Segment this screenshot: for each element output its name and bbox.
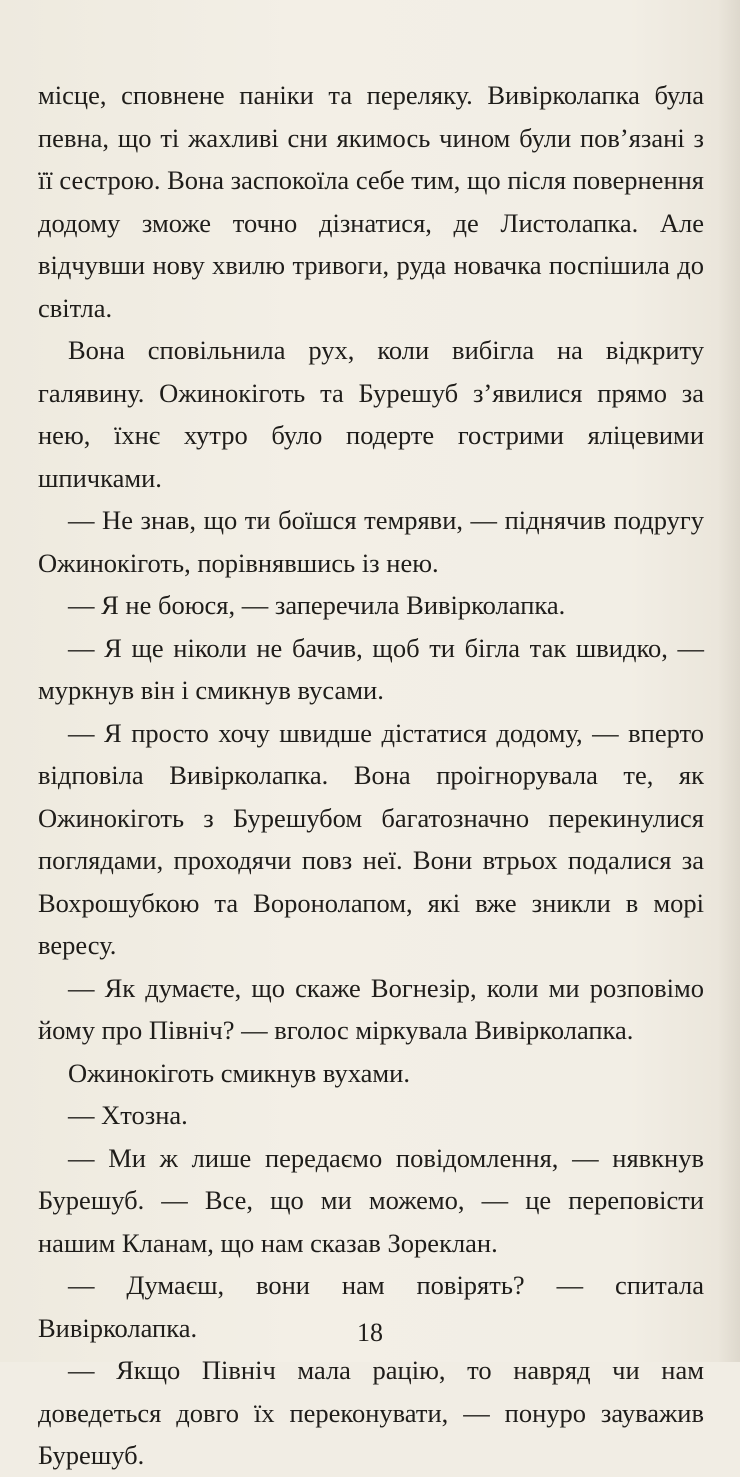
paragraph-9: — Хтозна.: [68, 1100, 188, 1130]
page-edge-shadow: [718, 0, 740, 1362]
paragraph-1: місце, сповнене паніки та переляку. Вивірколапка була певна, що ті жахливі сни якимось чином були пов’язані з її сестрою. Вона заспокоїла себе тим, що після повернення додому зможе точно дізнатися, де Листолапка. Але відчувши нову хвилю тривоги, руда новачка поспішила до світла.: [38, 80, 704, 323]
paragraph-7: — Як думаєте, що скаже Вогнезір, коли ми розповімо йому про Північ? — вголос міркувала Вивірколапка.: [38, 972, 704, 1045]
paragraph-5: — Я ще ніколи не бачив, щоб ти бігла так швидко, — муркнув він і смикнув вусами.: [38, 632, 704, 705]
paragraph-10: — Ми ж лише передаємо повідомлення, — нявкнув Бурешуб. — Все, що ми можемо, — це переповісти нашим Кланам, що нам сказав Зореклан.: [38, 1142, 704, 1258]
paragraph-3: — Не знав, що ти боїшся темряви, — піднячив подругу Ожинокіготь, порівнявшись із нею.: [38, 505, 704, 578]
page-number: 18: [357, 1318, 383, 1347]
paragraph-2: Вона сповільнила рух, коли вибігла на відкриту галявину. Ожинокіготь та Бурешуб з’явилися прямо за нею, їхнє хутро було подерте гострими яліцевими шпичками.: [38, 335, 704, 493]
paragraph-11: — Думаєш, вони нам повірять? — спитала Вивірколапка.: [38, 1270, 704, 1343]
paragraph-4: — Я не боюся, — заперечила Вивірколапка.: [68, 590, 566, 620]
paragraph-8: Ожинокіготь смикнув вухами.: [68, 1057, 410, 1088]
page-text: [38, 74, 704, 1477]
paragraph-6: — Я просто хочу швидше дістатися додому, — вперто відповіла Вивірколапка. Вона проігнорувала те, як Ожинокіготь з Бурешубом багатозначно перекинулися поглядами, проходячи повз неї. Вони втрьох подалися за Вохрошубкою та Воронолапом, які вже зникли в морі вересу.: [38, 717, 704, 960]
paragraph-12: — Якщо Північ мала рацію, то навряд чи нам доведеться довго їх переконувати, — понуро зауважив Бурешуб.: [38, 1355, 704, 1470]
